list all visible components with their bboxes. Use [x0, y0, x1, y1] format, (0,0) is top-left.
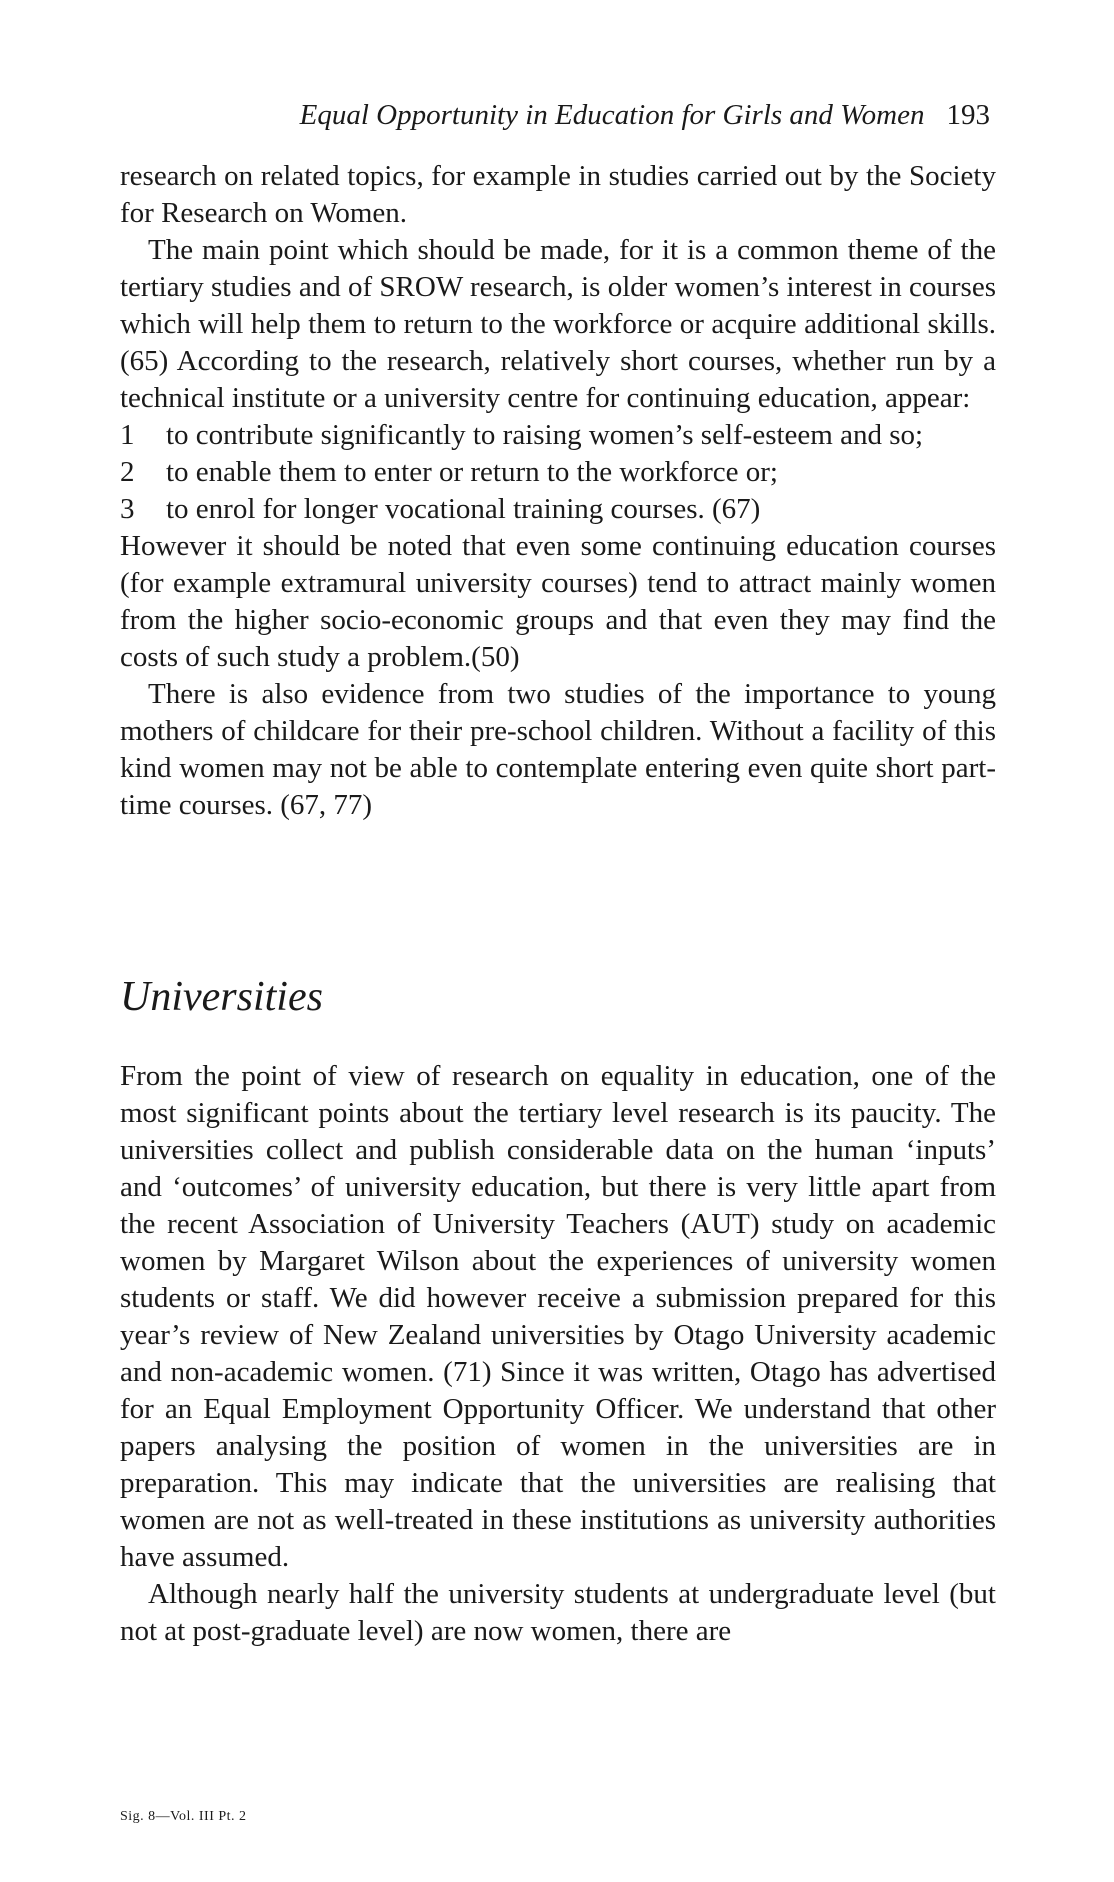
section-heading: Universities	[120, 974, 323, 1020]
list-item-number: 1	[120, 419, 135, 451]
list-item-text: to contribute significantly to raising women’s self-esteem and so;	[166, 419, 924, 451]
paragraph: From the point of view of research on equality in education, one of the most significant points about the tertiary level research is its paucity. The universities collect and publish considerable data on the human ‘inputs’ and ‘outcomes’ of university education, but there is very little apart from the recent Association of University Teachers (AUT) study on academic women by Margaret Wilson about the experiences of university women students or staff. We did however receive a submission prepared for this year’s review of New Zealand universities by Otago University academic and non-academic women. (71) Since it was written, Otago has advertised for an Equal Employment Opportunity Officer. We understand that other papers analysing the position of women in the universities are in preparation. This may indicate that the universities are realising that women are not as well-treated in these institutions as university authorities have assumed.	[120, 1060, 996, 1573]
paragraph: However it should be noted that even some continuing education courses (for example extramural university courses) tend to attract mainly women from the higher socio-economic groups and that even they may find the costs of such study a problem.(50)	[120, 530, 996, 673]
paragraph: The main point which should be made, for it is a common theme of the tertiary studies and of SROW research, is older women’s interest in courses which will help them to return to the workforce or acquire additional skills. (65) According to the research, relatively short courses, whether run by a technical institute or a university centre for continuing education, appear:	[120, 234, 996, 414]
section-text-block	[120, 1058, 996, 1650]
paragraph-continuation: research on related topics, for example in studies carried out by the Society for Research on Women.	[120, 160, 996, 229]
body-text-block	[120, 158, 996, 824]
paragraph: Although nearly half the university students at undergraduate level (but not at post-graduate level) are now women, there are	[120, 1578, 996, 1647]
numbered-list	[120, 417, 996, 528]
page-number: 193	[946, 99, 990, 131]
running-head	[120, 97, 990, 133]
signature-mark: Sig. 8—Vol. III Pt. 2	[120, 1809, 247, 1824]
list-item	[120, 491, 996, 528]
list-item-number: 2	[120, 456, 135, 488]
list-item-number: 3	[120, 493, 135, 525]
list-item-text: to enable them to enter or return to the workforce or;	[166, 456, 778, 488]
paragraph: There is also evidence from two studies of the importance to young mothers of childcare for their pre-school children. Without a facility of this kind women may not be able to contemplate entering even quite short part-time courses. (67, 77)	[120, 678, 996, 821]
running-title: Equal Opportunity in Education for Girls and Women	[299, 99, 925, 131]
list-item	[120, 454, 996, 491]
list-item	[120, 417, 996, 454]
list-item-text: to enrol for longer vocational training courses. (67)	[166, 493, 761, 525]
